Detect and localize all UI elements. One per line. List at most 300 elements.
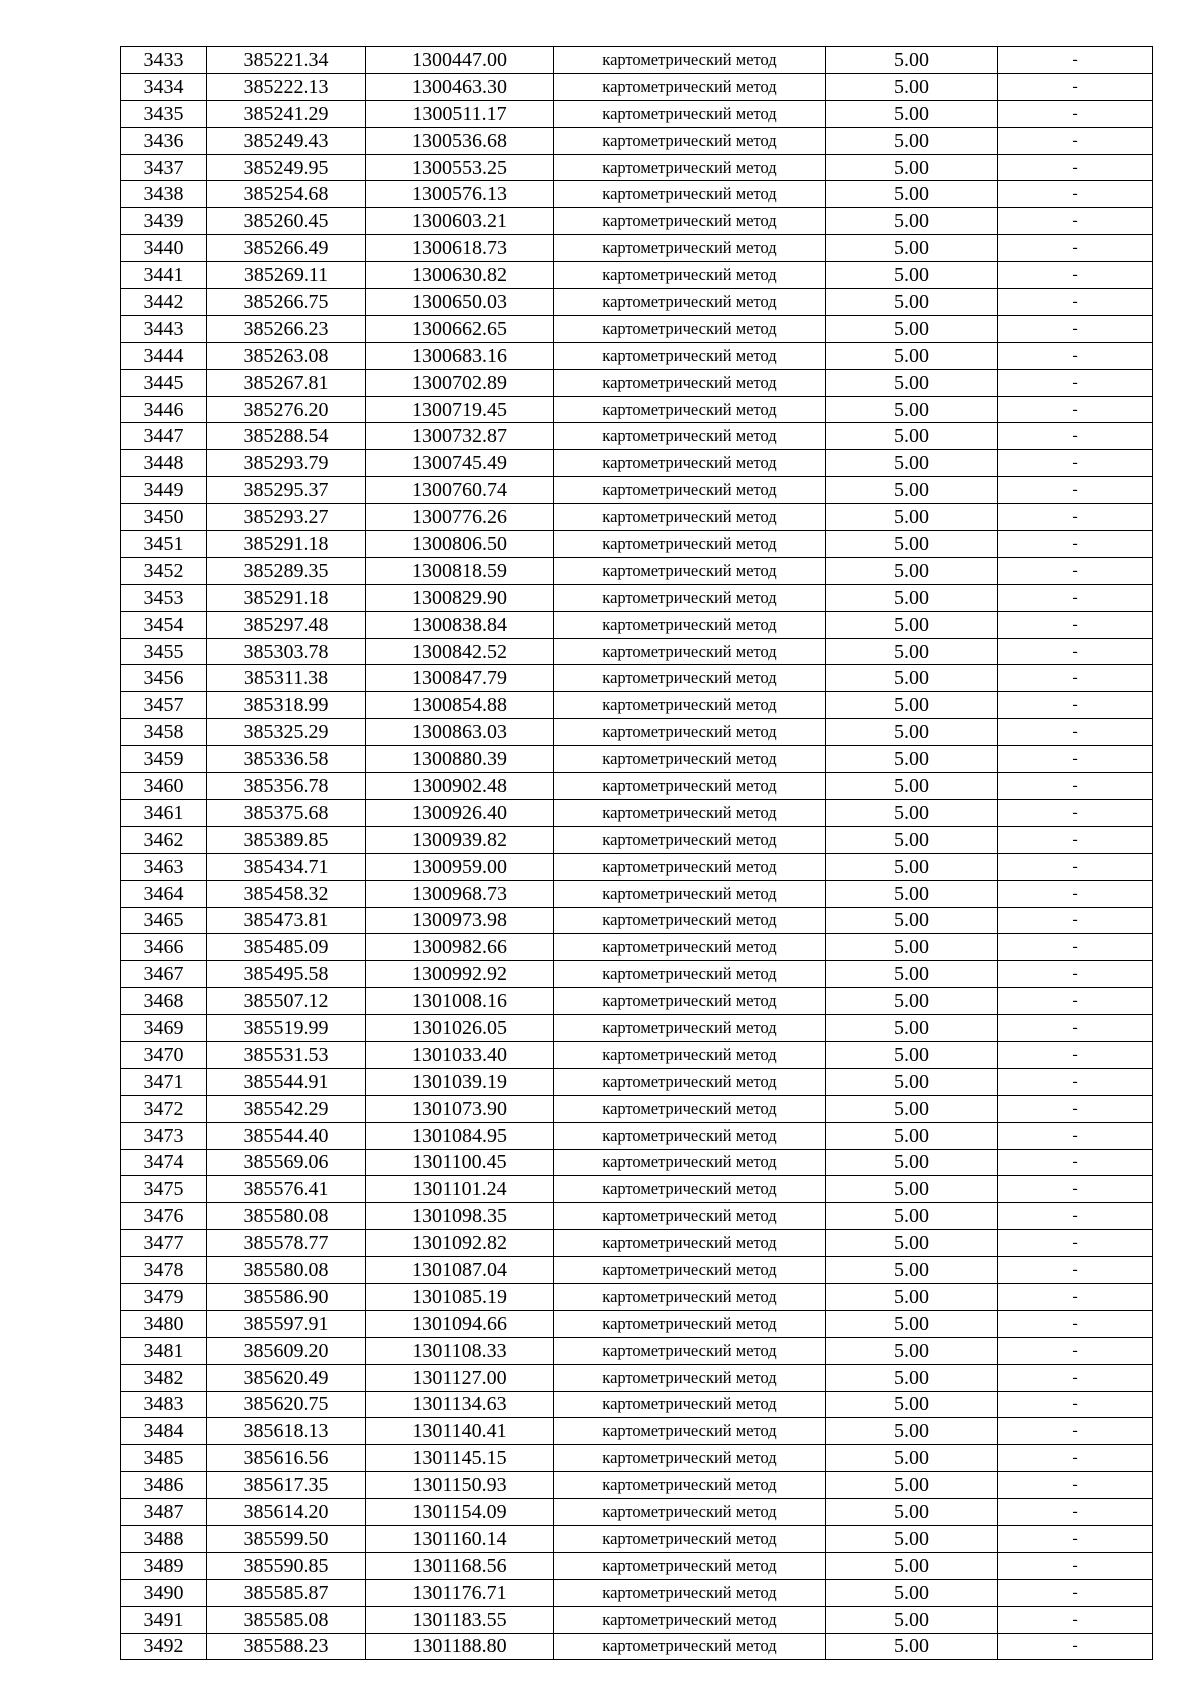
- y-coordinate-cell: 1301140.41: [366, 1418, 554, 1445]
- x-coordinate-cell: 385311.38: [207, 665, 366, 692]
- table-row: [121, 1257, 1153, 1284]
- y-coordinate-cell: 1300662.65: [366, 315, 554, 342]
- accuracy-cell: 5.00: [826, 557, 998, 584]
- point-number-cell: 3490: [121, 1579, 207, 1606]
- x-coordinate-cell: 385293.27: [207, 504, 366, 531]
- method-cell: картометрический метод: [554, 235, 826, 262]
- x-coordinate-cell: 385614.20: [207, 1499, 366, 1526]
- point-number-cell: 3473: [121, 1122, 207, 1149]
- x-coordinate-cell: 385609.20: [207, 1337, 366, 1364]
- table-row: [121, 934, 1153, 961]
- note-cell: -: [998, 988, 1153, 1015]
- x-coordinate-cell: 385291.18: [207, 584, 366, 611]
- y-coordinate-cell: 1301092.82: [366, 1230, 554, 1257]
- table-row: [121, 1364, 1153, 1391]
- note-cell: -: [998, 1552, 1153, 1579]
- y-coordinate-cell: 1301100.45: [366, 1149, 554, 1176]
- x-coordinate-cell: 385495.58: [207, 961, 366, 988]
- y-coordinate-cell: 1300982.66: [366, 934, 554, 961]
- table-row: [121, 719, 1153, 746]
- note-cell: -: [998, 1257, 1153, 1284]
- y-coordinate-cell: 1300760.74: [366, 477, 554, 504]
- note-cell: -: [998, 665, 1153, 692]
- note-cell: -: [998, 100, 1153, 127]
- x-coordinate-cell: 385389.85: [207, 826, 366, 853]
- x-coordinate-cell: 385266.75: [207, 289, 366, 316]
- method-cell: картометрический метод: [554, 477, 826, 504]
- y-coordinate-cell: 1301098.35: [366, 1203, 554, 1230]
- point-number-cell: 3437: [121, 154, 207, 181]
- point-number-cell: 3476: [121, 1203, 207, 1230]
- y-coordinate-cell: 1300447.00: [366, 47, 554, 74]
- x-coordinate-cell: 385249.43: [207, 127, 366, 154]
- note-cell: -: [998, 773, 1153, 800]
- y-coordinate-cell: 1300973.98: [366, 907, 554, 934]
- note-cell: -: [998, 907, 1153, 934]
- accuracy-cell: 5.00: [826, 1230, 998, 1257]
- y-coordinate-cell: 1301108.33: [366, 1337, 554, 1364]
- accuracy-cell: 5.00: [826, 289, 998, 316]
- point-number-cell: 3443: [121, 315, 207, 342]
- y-coordinate-cell: 1300618.73: [366, 235, 554, 262]
- method-cell: картометрический метод: [554, 154, 826, 181]
- note-cell: -: [998, 1149, 1153, 1176]
- note-cell: -: [998, 477, 1153, 504]
- point-number-cell: 3454: [121, 611, 207, 638]
- point-number-cell: 3460: [121, 773, 207, 800]
- point-number-cell: 3461: [121, 799, 207, 826]
- y-coordinate-cell: 1300732.87: [366, 423, 554, 450]
- table-row: [121, 315, 1153, 342]
- y-coordinate-cell: 1300926.40: [366, 799, 554, 826]
- x-coordinate-cell: 385356.78: [207, 773, 366, 800]
- accuracy-cell: 5.00: [826, 1525, 998, 1552]
- table-row: [121, 1525, 1153, 1552]
- point-number-cell: 3441: [121, 262, 207, 289]
- point-number-cell: 3438: [121, 181, 207, 208]
- point-number-cell: 3444: [121, 342, 207, 369]
- method-cell: картометрический метод: [554, 584, 826, 611]
- method-cell: картометрический метод: [554, 1525, 826, 1552]
- note-cell: -: [998, 208, 1153, 235]
- note-cell: -: [998, 47, 1153, 74]
- method-cell: картометрический метод: [554, 961, 826, 988]
- method-cell: картометрический метод: [554, 208, 826, 235]
- table-row: [121, 1552, 1153, 1579]
- accuracy-cell: 5.00: [826, 880, 998, 907]
- note-cell: -: [998, 262, 1153, 289]
- x-coordinate-cell: 385586.90: [207, 1283, 366, 1310]
- table-row: [121, 1230, 1153, 1257]
- y-coordinate-cell: 1300842.52: [366, 638, 554, 665]
- table-row: [121, 746, 1153, 773]
- note-cell: -: [998, 1176, 1153, 1203]
- note-cell: -: [998, 1122, 1153, 1149]
- table-row: [121, 235, 1153, 262]
- table-row: [121, 1203, 1153, 1230]
- point-number-cell: 3478: [121, 1257, 207, 1284]
- table-row: [121, 504, 1153, 531]
- note-cell: -: [998, 1230, 1153, 1257]
- accuracy-cell: 5.00: [826, 1337, 998, 1364]
- x-coordinate-cell: 385241.29: [207, 100, 366, 127]
- x-coordinate-cell: 385485.09: [207, 934, 366, 961]
- point-number-cell: 3469: [121, 1015, 207, 1042]
- x-coordinate-cell: 385434.71: [207, 853, 366, 880]
- point-number-cell: 3483: [121, 1391, 207, 1418]
- accuracy-cell: 5.00: [826, 1283, 998, 1310]
- accuracy-cell: 5.00: [826, 692, 998, 719]
- x-coordinate-cell: 385336.58: [207, 746, 366, 773]
- table-row: [121, 396, 1153, 423]
- accuracy-cell: 5.00: [826, 1633, 998, 1660]
- point-number-cell: 3462: [121, 826, 207, 853]
- point-number-cell: 3492: [121, 1633, 207, 1660]
- point-number-cell: 3463: [121, 853, 207, 880]
- note-cell: -: [998, 1041, 1153, 1068]
- note-cell: -: [998, 584, 1153, 611]
- table-row: [121, 665, 1153, 692]
- y-coordinate-cell: 1300553.25: [366, 154, 554, 181]
- point-number-cell: 3482: [121, 1364, 207, 1391]
- x-coordinate-cell: 385266.23: [207, 315, 366, 342]
- note-cell: -: [998, 127, 1153, 154]
- accuracy-cell: 5.00: [826, 1472, 998, 1499]
- y-coordinate-cell: 1301094.66: [366, 1310, 554, 1337]
- x-coordinate-cell: 385620.49: [207, 1364, 366, 1391]
- note-cell: -: [998, 1606, 1153, 1633]
- point-number-cell: 3487: [121, 1499, 207, 1526]
- x-coordinate-cell: 385267.81: [207, 369, 366, 396]
- point-number-cell: 3448: [121, 450, 207, 477]
- x-coordinate-cell: 385249.95: [207, 154, 366, 181]
- y-coordinate-cell: 1301134.63: [366, 1391, 554, 1418]
- table-row: [121, 1041, 1153, 1068]
- point-number-cell: 3471: [121, 1068, 207, 1095]
- point-number-cell: 3434: [121, 73, 207, 100]
- x-coordinate-cell: 385297.48: [207, 611, 366, 638]
- point-number-cell: 3458: [121, 719, 207, 746]
- y-coordinate-cell: 1301168.56: [366, 1552, 554, 1579]
- method-cell: картометрический метод: [554, 1203, 826, 1230]
- note-cell: -: [998, 235, 1153, 262]
- accuracy-cell: 5.00: [826, 1310, 998, 1337]
- method-cell: картометрический метод: [554, 665, 826, 692]
- accuracy-cell: 5.00: [826, 1068, 998, 1095]
- accuracy-cell: 5.00: [826, 127, 998, 154]
- x-coordinate-cell: 385585.08: [207, 1606, 366, 1633]
- note-cell: -: [998, 342, 1153, 369]
- method-cell: картометрический метод: [554, 773, 826, 800]
- note-cell: -: [998, 315, 1153, 342]
- y-coordinate-cell: 1300863.03: [366, 719, 554, 746]
- method-cell: картометрический метод: [554, 396, 826, 423]
- note-cell: -: [998, 1525, 1153, 1552]
- method-cell: картометрический метод: [554, 638, 826, 665]
- table-row: [121, 1149, 1153, 1176]
- method-cell: картометрический метод: [554, 73, 826, 100]
- method-cell: картометрический метод: [554, 557, 826, 584]
- table-row: [121, 1472, 1153, 1499]
- method-cell: картометрический метод: [554, 692, 826, 719]
- table-row: [121, 181, 1153, 208]
- accuracy-cell: 5.00: [826, 719, 998, 746]
- x-coordinate-cell: 385519.99: [207, 1015, 366, 1042]
- x-coordinate-cell: 385544.91: [207, 1068, 366, 1095]
- point-number-cell: 3472: [121, 1095, 207, 1122]
- note-cell: -: [998, 1418, 1153, 1445]
- table-row: [121, 773, 1153, 800]
- accuracy-cell: 5.00: [826, 1149, 998, 1176]
- x-coordinate-cell: 385588.23: [207, 1633, 366, 1660]
- y-coordinate-cell: 1300463.30: [366, 73, 554, 100]
- point-number-cell: 3467: [121, 961, 207, 988]
- table-row: [121, 1122, 1153, 1149]
- method-cell: картометрический метод: [554, 826, 826, 853]
- y-coordinate-cell: 1300939.82: [366, 826, 554, 853]
- x-coordinate-cell: 385458.32: [207, 880, 366, 907]
- method-cell: картометрический метод: [554, 450, 826, 477]
- method-cell: картометрический метод: [554, 315, 826, 342]
- x-coordinate-cell: 385254.68: [207, 181, 366, 208]
- y-coordinate-cell: 1300818.59: [366, 557, 554, 584]
- accuracy-cell: 5.00: [826, 584, 998, 611]
- note-cell: -: [998, 638, 1153, 665]
- accuracy-cell: 5.00: [826, 853, 998, 880]
- note-cell: -: [998, 504, 1153, 531]
- accuracy-cell: 5.00: [826, 826, 998, 853]
- table-row: [121, 557, 1153, 584]
- accuracy-cell: 5.00: [826, 208, 998, 235]
- table-row: [121, 450, 1153, 477]
- x-coordinate-cell: 385325.29: [207, 719, 366, 746]
- table-row: [121, 1445, 1153, 1472]
- method-cell: картометрический метод: [554, 1122, 826, 1149]
- y-coordinate-cell: 1301084.95: [366, 1122, 554, 1149]
- note-cell: -: [998, 1364, 1153, 1391]
- y-coordinate-cell: 1300880.39: [366, 746, 554, 773]
- note-cell: -: [998, 853, 1153, 880]
- y-coordinate-cell: 1301127.00: [366, 1364, 554, 1391]
- accuracy-cell: 5.00: [826, 342, 998, 369]
- y-coordinate-cell: 1301008.16: [366, 988, 554, 1015]
- table-row: [121, 100, 1153, 127]
- method-cell: картометрический метод: [554, 880, 826, 907]
- note-cell: -: [998, 450, 1153, 477]
- x-coordinate-cell: 385260.45: [207, 208, 366, 235]
- accuracy-cell: 5.00: [826, 181, 998, 208]
- note-cell: -: [998, 1310, 1153, 1337]
- table-body: [121, 47, 1153, 1660]
- y-coordinate-cell: 1301188.80: [366, 1633, 554, 1660]
- x-coordinate-cell: 385597.91: [207, 1310, 366, 1337]
- y-coordinate-cell: 1300959.00: [366, 853, 554, 880]
- note-cell: -: [998, 1283, 1153, 1310]
- note-cell: -: [998, 1095, 1153, 1122]
- point-number-cell: 3459: [121, 746, 207, 773]
- accuracy-cell: 5.00: [826, 1095, 998, 1122]
- x-coordinate-cell: 385620.75: [207, 1391, 366, 1418]
- x-coordinate-cell: 385542.29: [207, 1095, 366, 1122]
- method-cell: картометрический метод: [554, 746, 826, 773]
- accuracy-cell: 5.00: [826, 1203, 998, 1230]
- x-coordinate-cell: 385576.41: [207, 1176, 366, 1203]
- table-row: [121, 1499, 1153, 1526]
- table-row: [121, 1310, 1153, 1337]
- x-coordinate-cell: 385276.20: [207, 396, 366, 423]
- point-number-cell: 3452: [121, 557, 207, 584]
- point-number-cell: 3433: [121, 47, 207, 74]
- x-coordinate-cell: 385289.35: [207, 557, 366, 584]
- y-coordinate-cell: 1300968.73: [366, 880, 554, 907]
- point-number-cell: 3445: [121, 369, 207, 396]
- y-coordinate-cell: 1300576.13: [366, 181, 554, 208]
- method-cell: картометрический метод: [554, 1015, 826, 1042]
- x-coordinate-cell: 385221.34: [207, 47, 366, 74]
- point-number-cell: 3457: [121, 692, 207, 719]
- accuracy-cell: 5.00: [826, 1015, 998, 1042]
- note-cell: -: [998, 719, 1153, 746]
- x-coordinate-cell: 385507.12: [207, 988, 366, 1015]
- accuracy-cell: 5.00: [826, 450, 998, 477]
- method-cell: картометрический метод: [554, 423, 826, 450]
- point-number-cell: 3486: [121, 1472, 207, 1499]
- table-row: [121, 369, 1153, 396]
- table-row: [121, 73, 1153, 100]
- x-coordinate-cell: 385618.13: [207, 1418, 366, 1445]
- note-cell: -: [998, 73, 1153, 100]
- table-row: [121, 1418, 1153, 1445]
- point-number-cell: 3489: [121, 1552, 207, 1579]
- point-number-cell: 3450: [121, 504, 207, 531]
- y-coordinate-cell: 1300683.16: [366, 342, 554, 369]
- y-coordinate-cell: 1301154.09: [366, 1499, 554, 1526]
- note-cell: -: [998, 1391, 1153, 1418]
- y-coordinate-cell: 1300630.82: [366, 262, 554, 289]
- note-cell: -: [998, 880, 1153, 907]
- y-coordinate-cell: 1300650.03: [366, 289, 554, 316]
- accuracy-cell: 5.00: [826, 988, 998, 1015]
- x-coordinate-cell: 385269.11: [207, 262, 366, 289]
- accuracy-cell: 5.00: [826, 961, 998, 988]
- table-row: [121, 611, 1153, 638]
- note-cell: -: [998, 1472, 1153, 1499]
- table-row: [121, 1095, 1153, 1122]
- accuracy-cell: 5.00: [826, 773, 998, 800]
- y-coordinate-cell: 1300536.68: [366, 127, 554, 154]
- x-coordinate-cell: 385375.68: [207, 799, 366, 826]
- note-cell: -: [998, 1068, 1153, 1095]
- accuracy-cell: 5.00: [826, 665, 998, 692]
- accuracy-cell: 5.00: [826, 369, 998, 396]
- accuracy-cell: 5.00: [826, 638, 998, 665]
- y-coordinate-cell: 1300745.49: [366, 450, 554, 477]
- point-number-cell: 3491: [121, 1606, 207, 1633]
- y-coordinate-cell: 1300603.21: [366, 208, 554, 235]
- point-number-cell: 3481: [121, 1337, 207, 1364]
- y-coordinate-cell: 1301033.40: [366, 1041, 554, 1068]
- accuracy-cell: 5.00: [826, 423, 998, 450]
- note-cell: -: [998, 396, 1153, 423]
- point-number-cell: 3442: [121, 289, 207, 316]
- note-cell: -: [998, 1633, 1153, 1660]
- table-row: [121, 692, 1153, 719]
- point-number-cell: 3440: [121, 235, 207, 262]
- method-cell: картометрический метод: [554, 1176, 826, 1203]
- note-cell: -: [998, 934, 1153, 961]
- x-coordinate-cell: 385303.78: [207, 638, 366, 665]
- method-cell: картометрический метод: [554, 531, 826, 558]
- method-cell: картометрический метод: [554, 127, 826, 154]
- x-coordinate-cell: 385291.18: [207, 531, 366, 558]
- y-coordinate-cell: 1300719.45: [366, 396, 554, 423]
- table-row: [121, 1337, 1153, 1364]
- method-cell: картометрический метод: [554, 799, 826, 826]
- table-row: [121, 208, 1153, 235]
- method-cell: картометрический метод: [554, 1472, 826, 1499]
- note-cell: -: [998, 423, 1153, 450]
- method-cell: картометрический метод: [554, 181, 826, 208]
- note-cell: -: [998, 799, 1153, 826]
- accuracy-cell: 5.00: [826, 1552, 998, 1579]
- table-row: [121, 1068, 1153, 1095]
- method-cell: картометрический метод: [554, 1579, 826, 1606]
- note-cell: -: [998, 531, 1153, 558]
- method-cell: картометрический метод: [554, 1149, 826, 1176]
- note-cell: -: [998, 1445, 1153, 1472]
- note-cell: -: [998, 826, 1153, 853]
- accuracy-cell: 5.00: [826, 73, 998, 100]
- point-number-cell: 3451: [121, 531, 207, 558]
- table-row: [121, 1283, 1153, 1310]
- point-number-cell: 3439: [121, 208, 207, 235]
- table-row: [121, 961, 1153, 988]
- point-number-cell: 3477: [121, 1230, 207, 1257]
- accuracy-cell: 5.00: [826, 1041, 998, 1068]
- accuracy-cell: 5.00: [826, 1391, 998, 1418]
- method-cell: картометрический метод: [554, 100, 826, 127]
- y-coordinate-cell: 1300992.92: [366, 961, 554, 988]
- y-coordinate-cell: 1301145.15: [366, 1445, 554, 1472]
- table-row: [121, 638, 1153, 665]
- point-number-cell: 3453: [121, 584, 207, 611]
- note-cell: -: [998, 1337, 1153, 1364]
- table-row: [121, 1606, 1153, 1633]
- y-coordinate-cell: 1301176.71: [366, 1579, 554, 1606]
- method-cell: картометрический метод: [554, 853, 826, 880]
- point-number-cell: 3475: [121, 1176, 207, 1203]
- accuracy-cell: 5.00: [826, 477, 998, 504]
- point-number-cell: 3485: [121, 1445, 207, 1472]
- accuracy-cell: 5.00: [826, 262, 998, 289]
- note-cell: -: [998, 1579, 1153, 1606]
- x-coordinate-cell: 385585.87: [207, 1579, 366, 1606]
- method-cell: картометрический метод: [554, 1230, 826, 1257]
- method-cell: картометрический метод: [554, 289, 826, 316]
- table-row: [121, 907, 1153, 934]
- point-number-cell: 3436: [121, 127, 207, 154]
- x-coordinate-cell: 385288.54: [207, 423, 366, 450]
- method-cell: картометрический метод: [554, 1310, 826, 1337]
- y-coordinate-cell: 1300838.84: [366, 611, 554, 638]
- y-coordinate-cell: 1301101.24: [366, 1176, 554, 1203]
- accuracy-cell: 5.00: [826, 154, 998, 181]
- accuracy-cell: 5.00: [826, 1418, 998, 1445]
- accuracy-cell: 5.00: [826, 396, 998, 423]
- y-coordinate-cell: 1301085.19: [366, 1283, 554, 1310]
- x-coordinate-cell: 385473.81: [207, 907, 366, 934]
- point-number-cell: 3464: [121, 880, 207, 907]
